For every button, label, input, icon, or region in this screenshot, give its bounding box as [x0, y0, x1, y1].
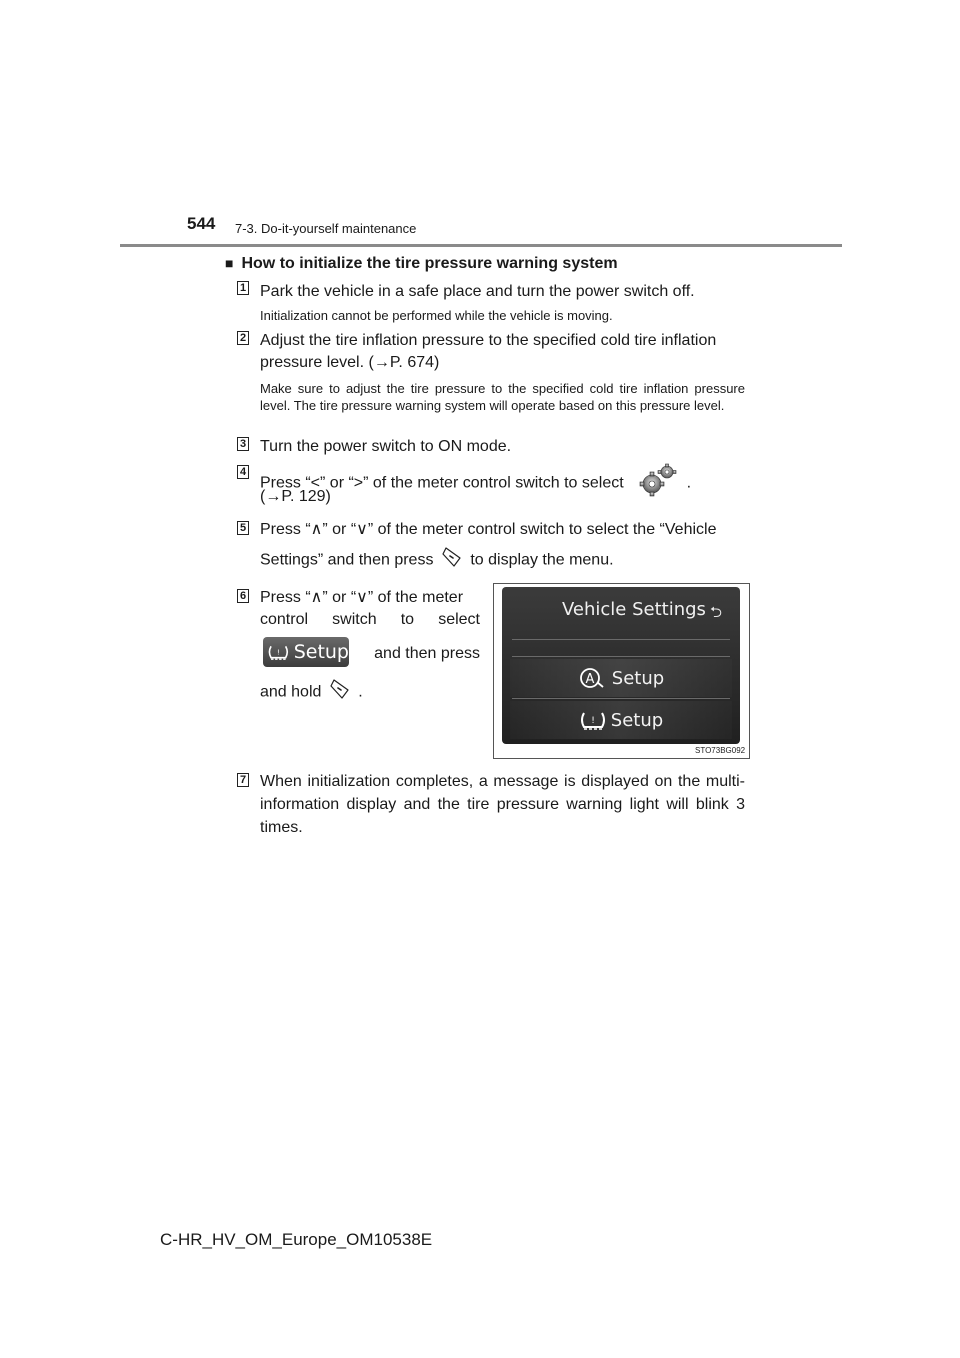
step-6-text-b: . — [358, 683, 363, 701]
procedure-heading — [225, 255, 618, 273]
menu-item-auto-setup — [510, 659, 732, 697]
step-5-text-a: Settings” and then press — [260, 551, 434, 569]
enter-switch-icon — [328, 677, 352, 708]
screen-title: Vehicle Settings — [562, 599, 706, 620]
step-number-5: 5 — [237, 521, 249, 535]
step-6-line2-text: control switch to select — [260, 611, 480, 628]
display-screen — [502, 587, 740, 744]
step-2-line1: Adjust the tire inflation pressure to the specified cold tire inflation — [260, 332, 717, 349]
menu-item-tire-pressure-setup — [510, 701, 732, 739]
step-number-1: 1 — [237, 281, 249, 295]
step-5-text-b: to display the menu. — [470, 551, 614, 569]
heading-marker: ■ — [225, 255, 234, 271]
step-6-line3: and then press — [374, 645, 480, 662]
chip-label: Setup — [293, 641, 349, 663]
screen-divider — [512, 639, 730, 640]
step-4-line2: (→P. 129) — [260, 488, 331, 505]
step-5-line1: Press “∧” or “∨” of the meter control switch to select the “Vehicle — [260, 521, 717, 538]
section-title: 7-3. Do-it-yourself maintenance — [235, 221, 417, 236]
figure-code: STO73BG092 — [695, 746, 746, 755]
back-arrow-icon: ⮌ — [710, 604, 723, 621]
svg-text:A: A — [585, 672, 595, 687]
header-rule — [120, 244, 842, 247]
step-1-note: Initialization cannot be performed while the vehicle is moving. — [260, 308, 613, 323]
auto-setup-icon — [578, 666, 608, 690]
step-6-line1: Press “∧” or “∨” of the meter — [260, 589, 464, 606]
step-number-4: 4 — [237, 465, 249, 479]
step-6-text-a: and hold — [260, 683, 322, 701]
tire-pressure-setup-chip — [263, 637, 349, 667]
step-2-note: Make sure to adjust the tire pressure to the specified cold tire inflation pressure level. The tire pressure warning system will operate based on this pressure level. — [260, 381, 745, 413]
step-7-text: When initialization completes, a message is displayed on the multi-information display and the tire pressure warning light will blink 3 times. — [260, 773, 745, 836]
menu-item-label: Setup — [611, 667, 665, 689]
step-6-line2 — [260, 608, 480, 631]
step-4-text-b: . — [686, 474, 692, 492]
step-4-text-a: Press “<” or “>” of the meter control switch to select — [260, 474, 624, 492]
step-2-line2: pressure level. (→P. 674) — [260, 354, 440, 371]
step-number-2: 2 — [237, 331, 249, 345]
step-number-6: 6 — [237, 589, 249, 603]
page-number: 544 — [187, 214, 216, 233]
step-6-line4 — [260, 677, 480, 708]
tire-pressure-icon — [579, 709, 607, 731]
step-5-line2 — [260, 545, 750, 576]
menu-item-label: Setup — [610, 709, 664, 731]
document-footer: C-HR_HV_OM_Europe_OM10538E — [160, 1230, 433, 1249]
svg-text:!: ! — [590, 716, 595, 726]
screen-divider — [512, 656, 730, 657]
step-1-text: Park the vehicle in a safe place and turn the power switch off. — [260, 283, 695, 300]
step-number-3: 3 — [237, 437, 249, 451]
step-number-7: 7 — [237, 773, 249, 787]
tire-pressure-icon — [267, 641, 290, 663]
svg-text:!: ! — [276, 647, 280, 657]
step-3-text: Turn the power switch to ON mode. — [260, 438, 512, 455]
heading-text: How to initialize the tire pressure warning system — [241, 255, 618, 272]
screen-divider — [512, 698, 730, 699]
enter-switch-icon — [440, 545, 464, 576]
